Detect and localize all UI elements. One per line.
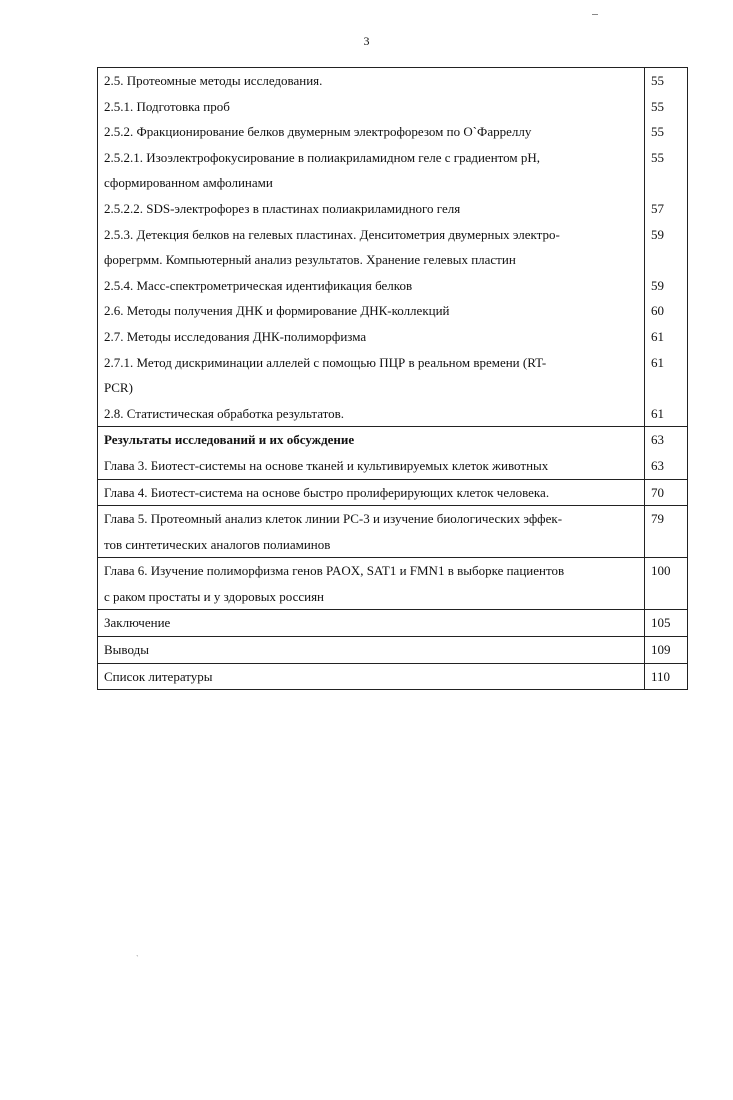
toc-entry-line: 2.5.2.1. Изоэлектрофокусирование в полиакриламидном геле с градиентом рН,: [104, 149, 541, 165]
toc-entry-line: PCR): [104, 380, 133, 396]
toc-titles-cell: [98, 480, 645, 506]
toc-titles-cell: [98, 637, 645, 663]
toc-titles-cell: [98, 68, 645, 426]
toc-entry-line: 2.7.1. Метод дискриминации аллелей с помощью ПЦР в реальном времени (RT-: [104, 354, 547, 370]
toc-page-number: 63: [651, 457, 664, 473]
toc-entry-line: 2.5.2.2. SDS-электрофорез в пластинах полиакриламидного геля: [104, 200, 461, 216]
toc-titles-cell: [98, 427, 645, 478]
toc-pages-cell: [645, 427, 687, 478]
toc-entry-line: 2.7. Методы исследования ДНК-полиморфизма: [104, 328, 367, 344]
toc-pages-cell: [645, 637, 687, 663]
toc-entry-line: Выводы: [104, 642, 149, 658]
toc-group: [98, 479, 687, 506]
toc-entry-line: 2.5.3. Детекция белков на гелевых пластинах. Денситометрия двумерных электро-: [104, 226, 560, 242]
toc-page-number: 61: [651, 405, 664, 421]
scan-speck: ˋ: [136, 954, 139, 963]
toc-page-number: 79: [651, 511, 664, 527]
toc-titles-cell: [98, 558, 645, 609]
toc-entry-line: 2.5.2. Фракционирование белков двумерным электрофорезом по О`Фарреллу: [104, 124, 532, 140]
toc-page-number: 57: [651, 200, 664, 216]
toc-entry-line: Глава 5. Протеомный анализ клеток линии PC-3 и изучение биологических эффек-: [104, 511, 563, 527]
toc-group: [98, 426, 687, 478]
scan-mark: [592, 14, 598, 15]
toc-entry-line: Глава 6. Изучение полиморфизма генов PAOX, SAT1 и FMN1 в выборке пациентов: [104, 563, 565, 579]
toc-entry-line: 2.8. Статистическая обработка результатов.: [104, 405, 345, 421]
toc-page-number: 55: [651, 149, 664, 165]
toc-entry-line: 2.5. Протеомные методы исследования.: [104, 73, 323, 88]
toc-entry-line: 2.6. Методы получения ДНК и формирование ДНК-коллекций: [104, 303, 450, 319]
toc-page-number: [645, 532, 687, 558]
toc-pages-cell: [645, 664, 687, 690]
table-of-contents: [97, 67, 688, 690]
toc-page-number: [645, 375, 687, 401]
toc-page-number: [645, 170, 687, 196]
toc-group: [98, 636, 687, 663]
toc-group: [98, 663, 687, 690]
toc-page-number: 60: [651, 303, 664, 319]
toc-group: [98, 557, 687, 609]
toc-entry-line: Глава 4. Биотест-система на основе быстро пролиферирующих клеток человека.: [104, 484, 550, 500]
toc-page-number: 61: [651, 328, 664, 344]
toc-page-number: 110: [651, 668, 671, 684]
toc-page-number: [645, 247, 687, 273]
toc-titles-cell: [98, 506, 645, 557]
toc-page-number: 105: [651, 615, 671, 631]
toc-page-number: [645, 584, 687, 610]
toc-group: [98, 609, 687, 636]
toc-page-number: 109: [651, 642, 671, 658]
toc-group: [98, 67, 687, 426]
toc-page-number: 100: [651, 563, 671, 579]
toc-pages-cell: [645, 558, 687, 609]
toc-pages-cell: [645, 68, 687, 426]
toc-page-number: 59: [651, 277, 664, 293]
toc-page-number: 63: [651, 432, 664, 448]
toc-entry-line: форегрмм. Компьютерный анализ результатов. Хранение гелевых пластин: [104, 252, 516, 268]
toc-page-number: 59: [651, 226, 664, 242]
toc-pages-cell: [645, 480, 687, 506]
toc-pages-cell: [645, 610, 687, 636]
page-number: 3: [363, 34, 370, 48]
toc-page-number: 70: [651, 484, 664, 500]
toc-pages-cell: [645, 506, 687, 557]
toc-entry-line: Заключение: [104, 615, 171, 631]
toc-entry-line: Глава 3. Биотест-системы на основе тканей и культивируемых клеток животных: [104, 457, 549, 473]
toc-page-number: 61: [651, 354, 664, 370]
toc-entry-line: сформированном амфолинами: [104, 175, 273, 191]
toc-titles-cell: [98, 610, 645, 636]
toc-entry-line: тов синтетических аналогов полиаминов: [104, 536, 331, 552]
toc-entry-line: 2.5.1. Подготовка проб: [104, 98, 230, 114]
toc-titles-cell: [98, 664, 645, 690]
toc-entry-line: Список литературы: [104, 668, 213, 684]
toc-entry-line: Результаты исследований и их обсуждение: [104, 432, 355, 448]
toc-page-number: 55: [651, 98, 664, 114]
toc-entry-line: 2.5.4. Масс-спектрометрическая идентификация белков: [104, 277, 413, 293]
toc-page-number: 55: [651, 124, 664, 140]
toc-entry-line: с раком простаты и у здоровых россиян: [104, 588, 325, 604]
toc-page-number: 55: [651, 73, 664, 88]
toc-group: [98, 505, 687, 557]
